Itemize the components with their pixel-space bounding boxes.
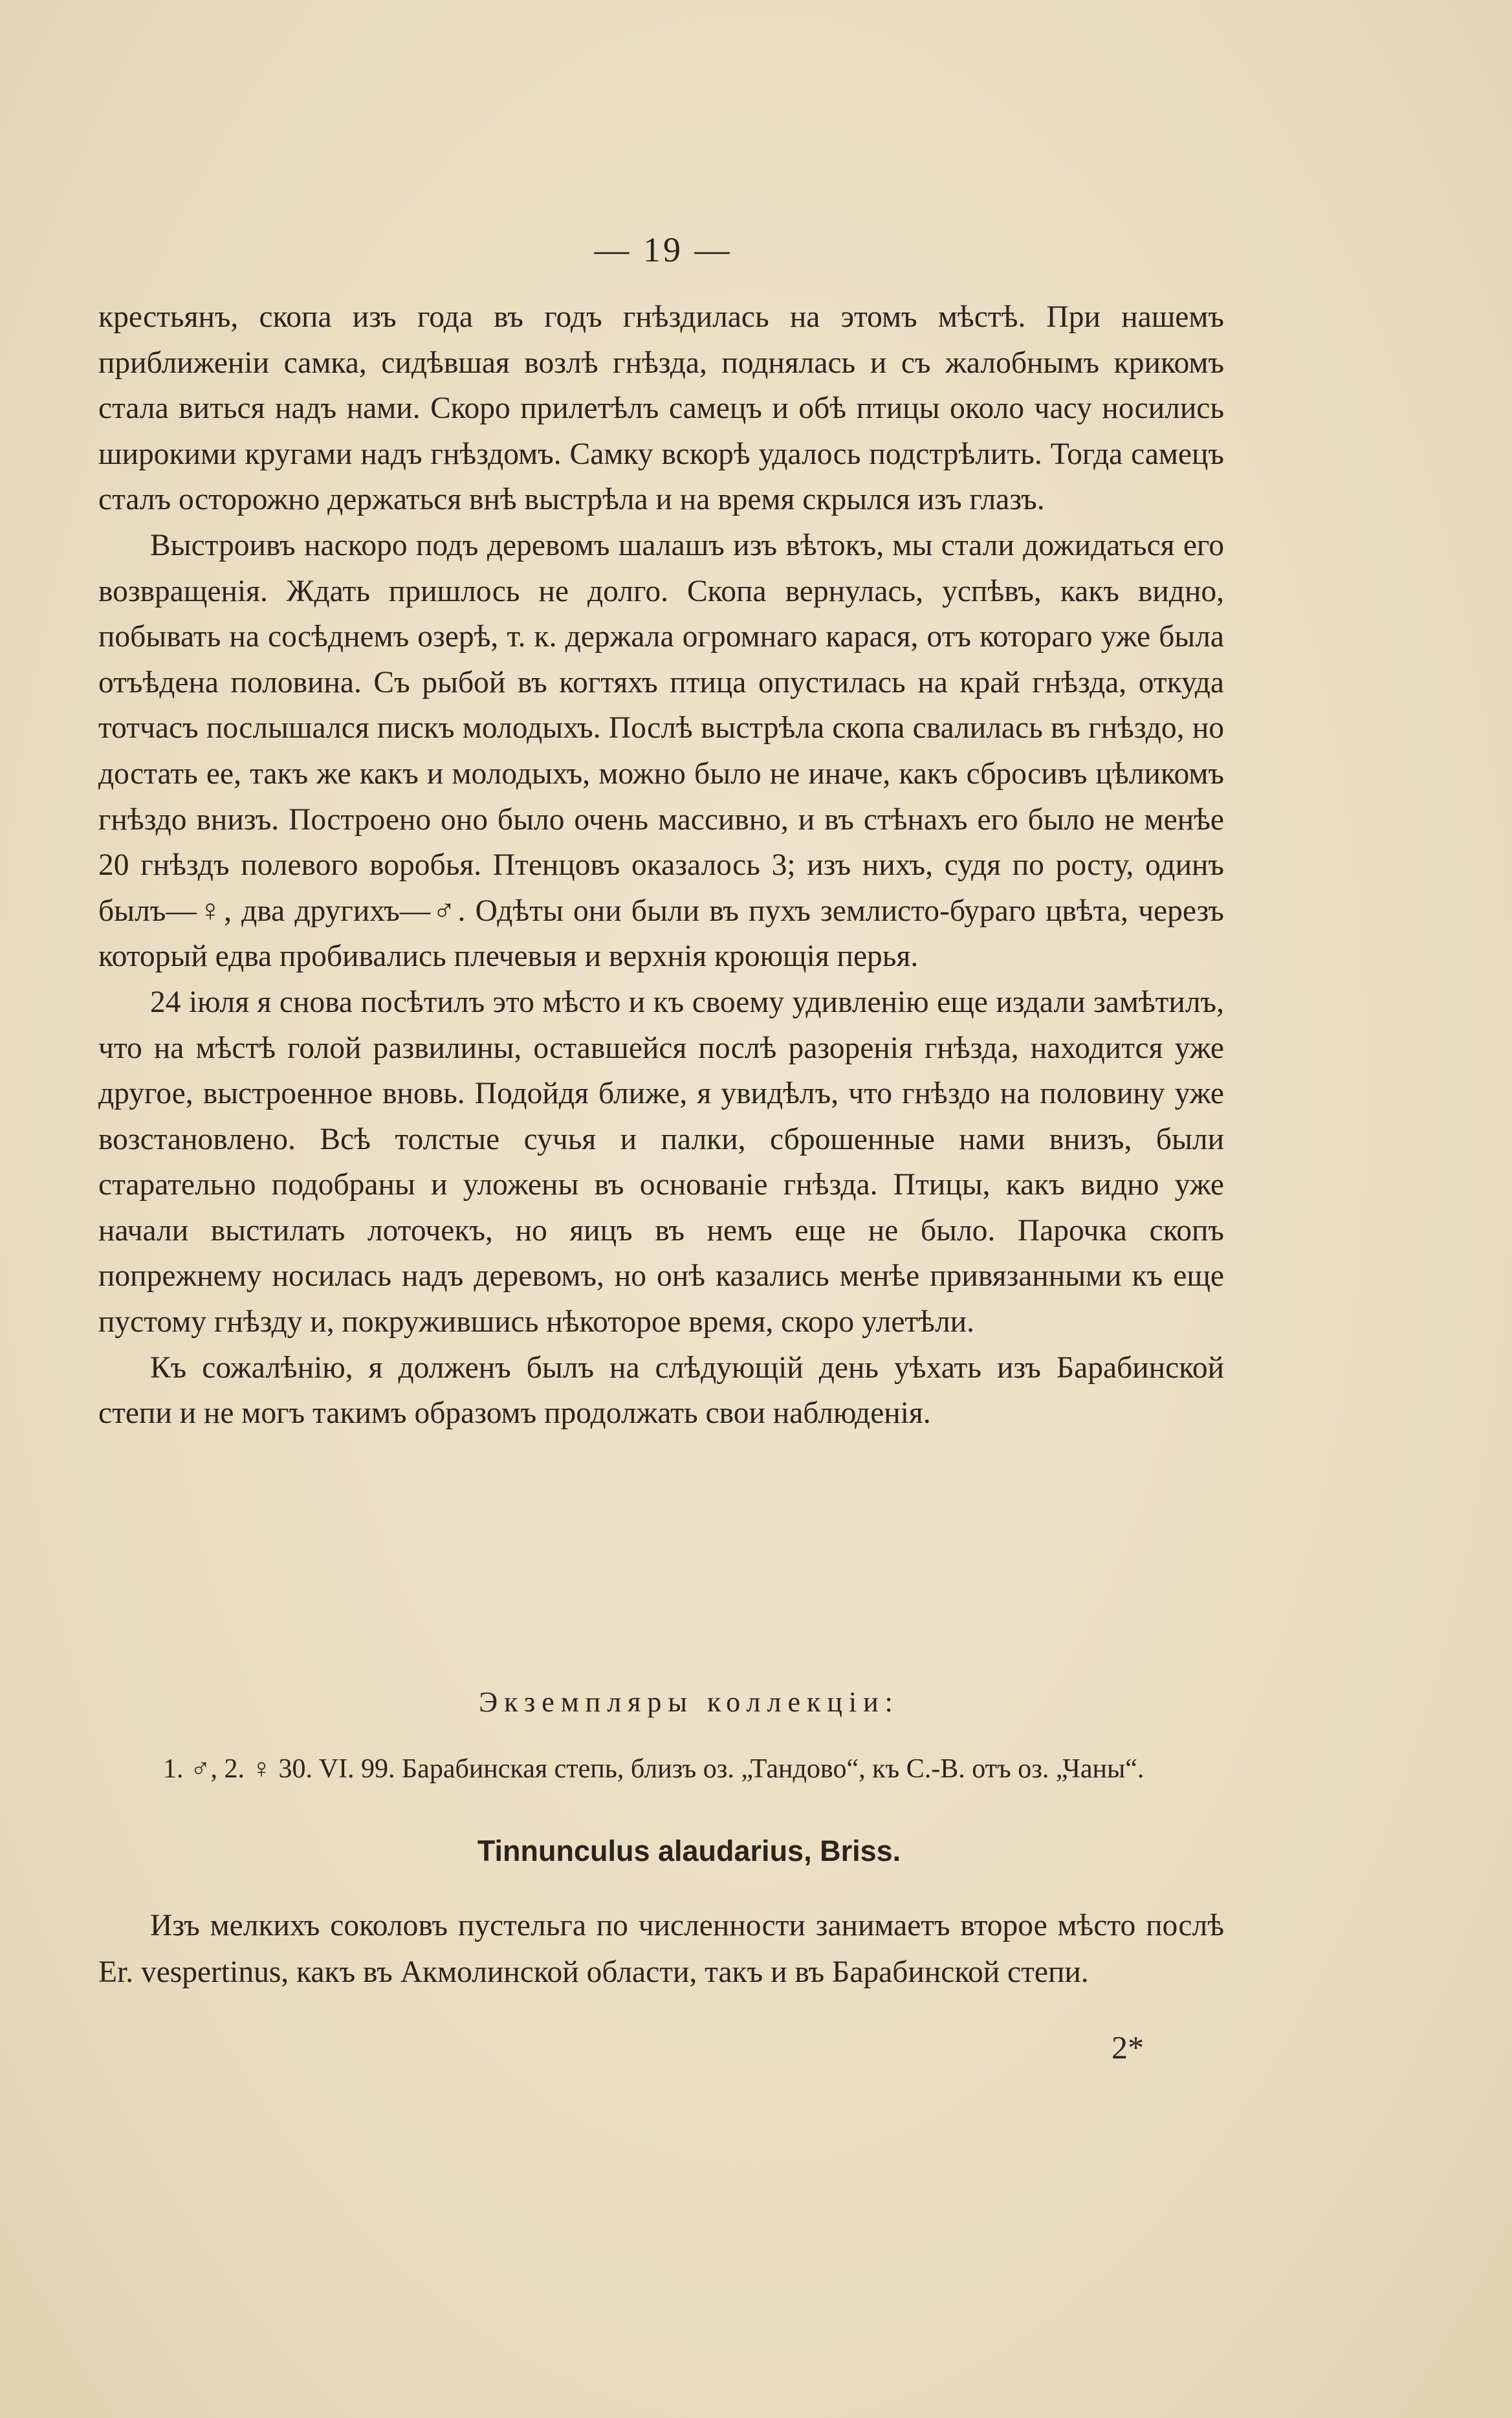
paragraph: 24 іюля я снова посѣтилъ это мѣсто и къ своему удивленію еще издали замѣтилъ, что на мѣстѣ голой развилины, оставшейся послѣ разоренія гнѣзда, находится уже другое, выстроенное вновь. Подойдя ближе, я увидѣлъ, что гнѣздо на половину уже возстановлено. Всѣ толстые сучья и палки, сброшенные нами внизъ, были старательно подобраны и уложены въ основаніе гнѣзда. Птицы, какъ видно уже начали выстилать лоточекъ, но яицъ въ немъ еще не было. Парочка скопъ попрежнему носилась надъ деревомъ, но онѣ казались менѣе привязанными къ еще пустому гнѣзду и, покружившись нѣкоторое время, скоро улетѣли. bbox=[98, 985, 1224, 1339]
species-description bbox=[98, 1902, 1224, 1995]
page-number: — 19 — bbox=[594, 230, 732, 269]
paragraph: крестьянъ, скопа изъ года въ годъ гнѣздилась на этомъ мѣстѣ. При нашемъ приближеніи самка, сидѣвшая возлѣ гнѣзда, поднялась и съ жалобнымъ крикомъ стала виться надъ нами. Скоро прилетѣлъ самецъ и обѣ птицы около часу носились широкими кругами надъ гнѣздомъ. Самку вскорѣ удалось подстрѣлить. Тогда самецъ сталъ осторожно держаться внѣ выстрѣла и на время скрылся изъ глазъ. bbox=[98, 300, 1224, 517]
paragraph: Къ сожалѣнію, я долженъ былъ на слѣдующій день уѣхать изъ Барабинской степи и не могъ такимъ образомъ продолжать свои наблюденія. bbox=[98, 1350, 1224, 1431]
specimens-list bbox=[98, 1747, 1224, 1791]
species-title: Tinnunculus alaudarius, Briss. bbox=[477, 1834, 901, 1867]
signature-mark: 2* bbox=[1112, 2029, 1144, 2065]
main-text bbox=[98, 294, 1224, 1436]
paragraph: Изъ мелкихъ соколовъ пустельга по численности занимаетъ второе мѣсто послѣ Er. vespertinus, какъ въ Акмолинской области, такъ и въ Барабинской степи. bbox=[98, 1909, 1224, 1989]
specimen-entry: 1. ♂, 2. ♀ 30. VI. 99. Барабинская степь, близъ оз. „Тандово“, къ С.-В. отъ оз. „Чаны“. bbox=[163, 1754, 1145, 1784]
paragraph: Выстроивъ наскоро подъ деревомъ шалашъ изъ вѣтокъ, мы стали дожидаться его возвращенія. Ждать пришлось не долго. Скопа вернулась, успѣвъ, какъ видно, побывать на сосѣднемъ озерѣ, т. к. держала огромнаго карася, отъ котораго уже была отъѣдена половина. Съ рыбой въ когтяхъ птица опустилась на край гнѣзда, откуда тотчасъ послышался пискъ молодыхъ. Послѣ выстрѣла скопа свалилась въ гнѣздо, но достать ее, такъ же какъ и молодыхъ, можно было не иначе, какъ сбросивъ цѣликомъ гнѣздо внизъ. Построено оно было очень массивно, и въ стѣнахъ его было не менѣе 20 гнѣздъ полевого воробья. Птенцовъ оказалось 3; изъ нихъ, судя по росту, одинъ былъ—♀, два другихъ—♂. Одѣты они были въ пухъ землисто-бураго цвѣта, черезъ который едва пробивались плечевыя и верхнія кроющія перья. bbox=[98, 528, 1224, 974]
specimens-heading: Экземпляры коллекціи: bbox=[479, 1686, 899, 1718]
